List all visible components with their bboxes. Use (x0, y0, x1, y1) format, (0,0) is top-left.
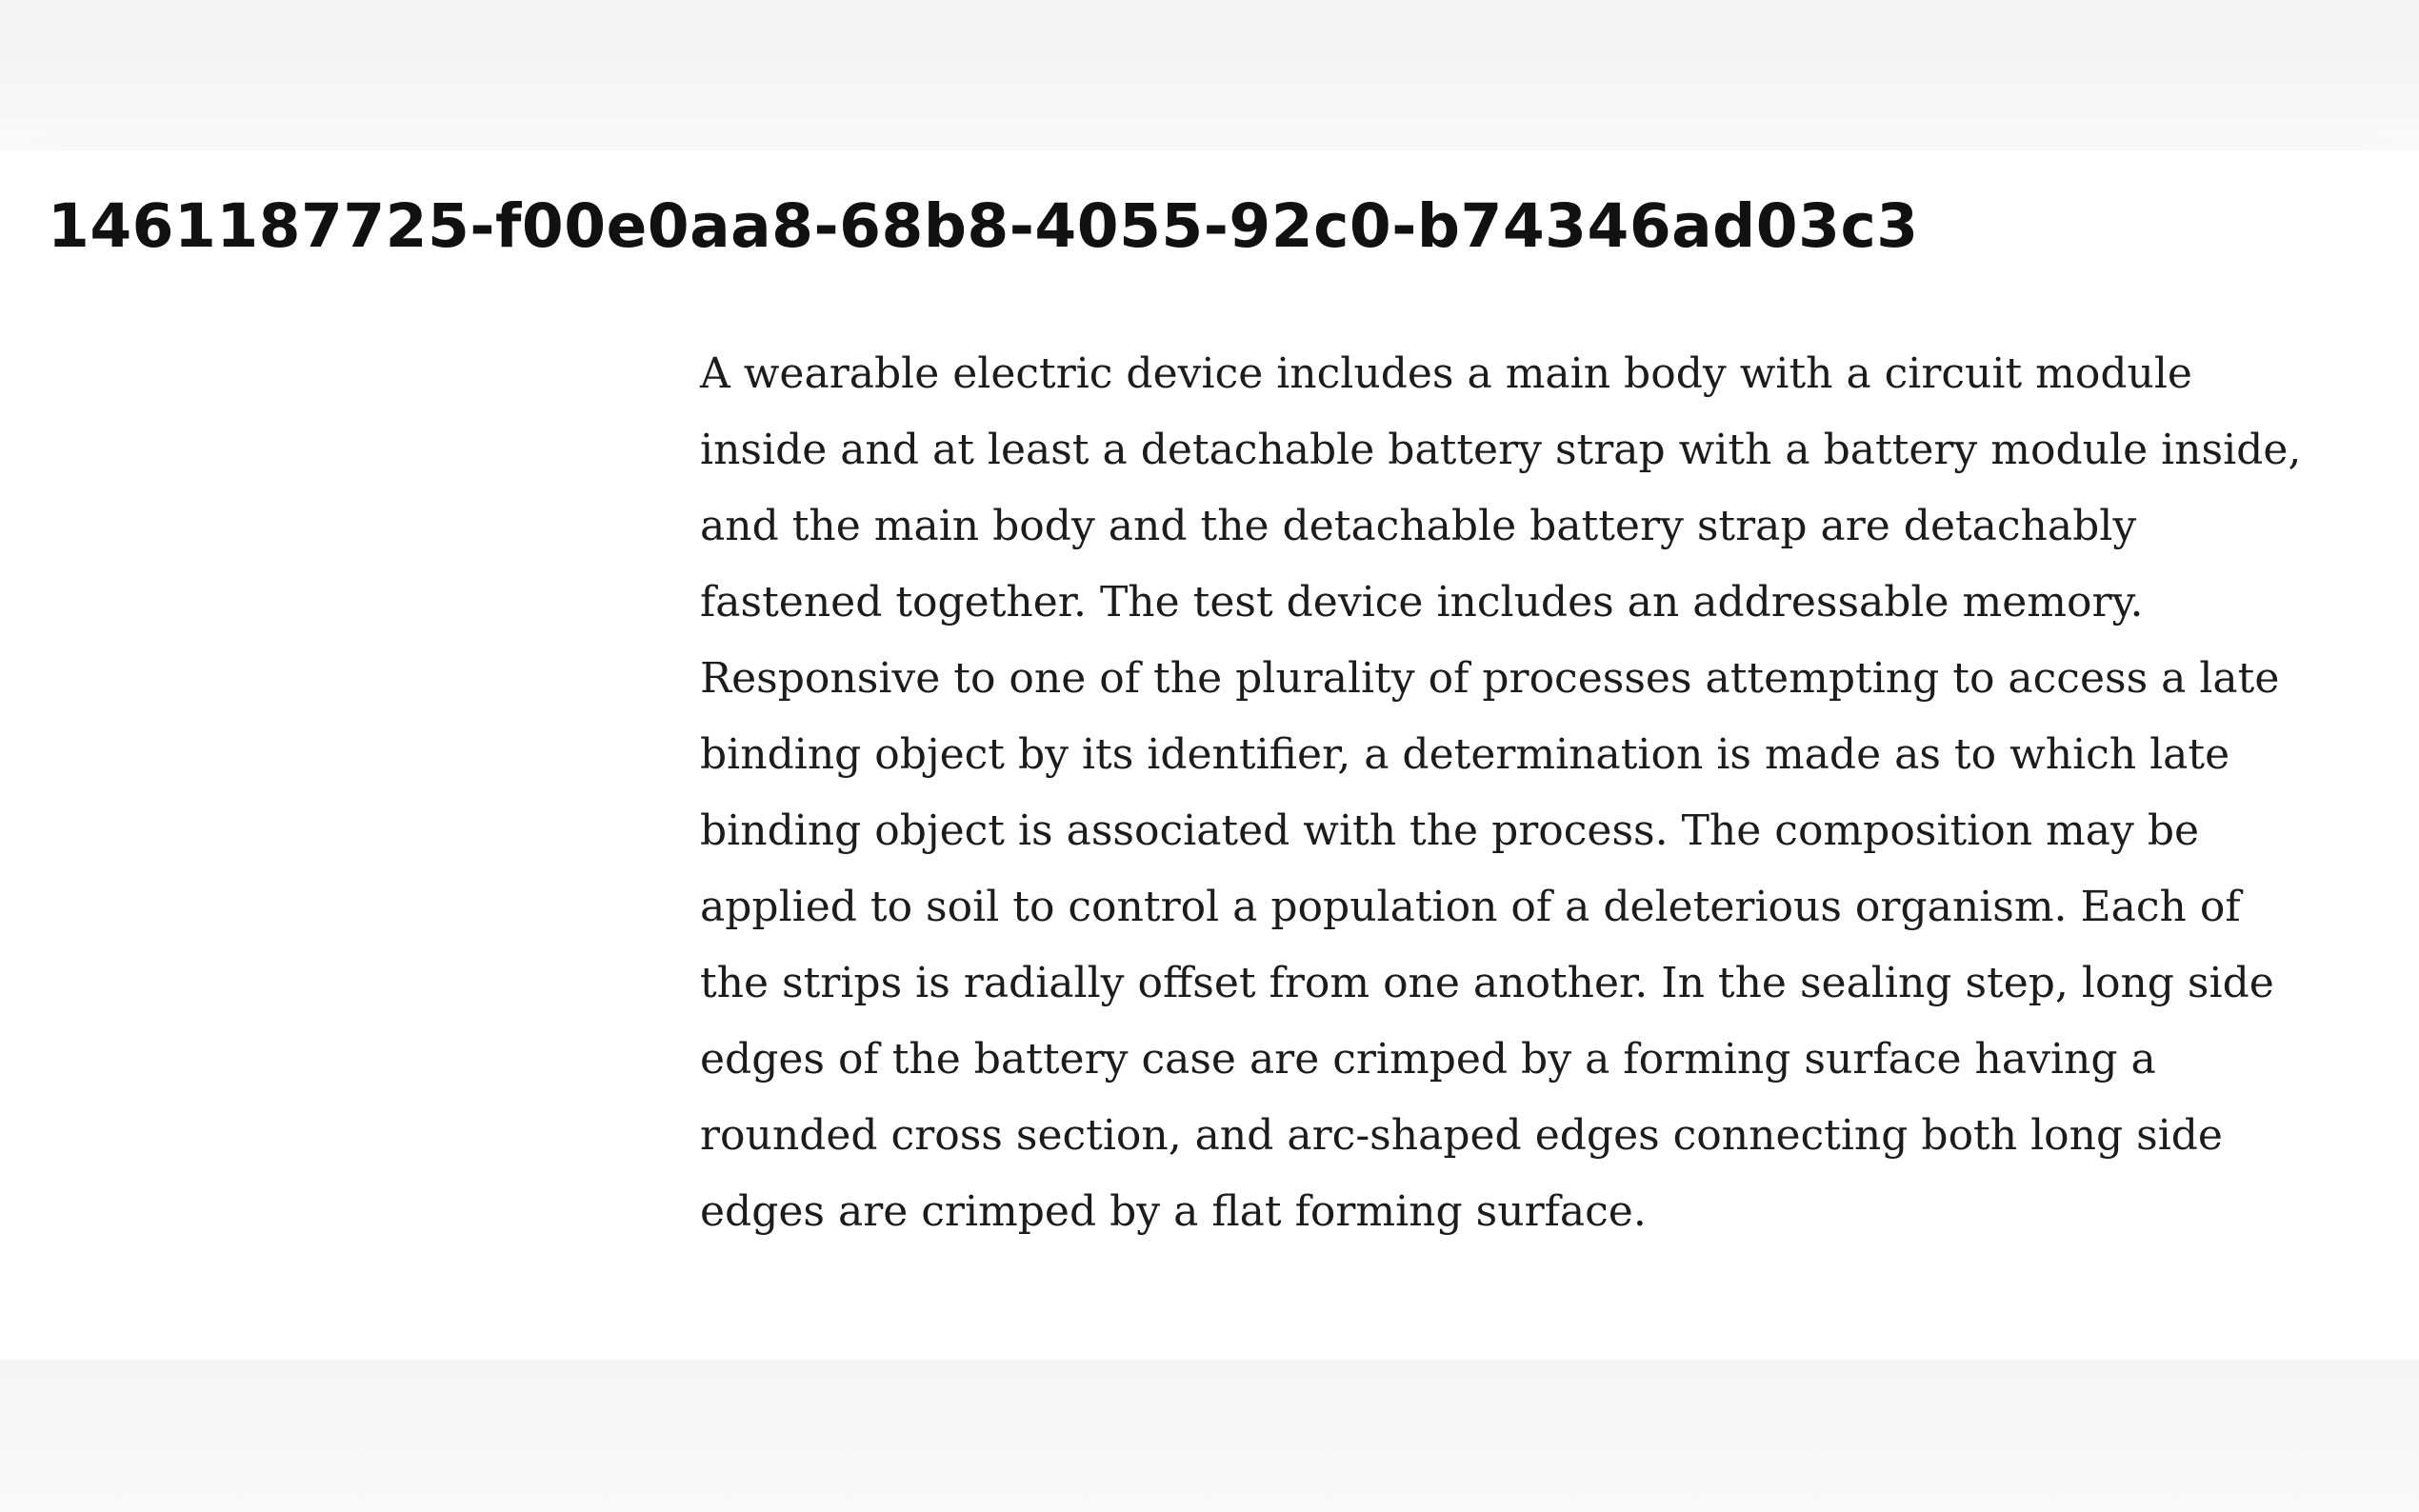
abstract-line: the strips is radially offset from one another. In the sealing step, long side (700, 959, 2274, 1007)
abstract-line: edges of the battery case are crimped by a forming surface having a (700, 1035, 2156, 1084)
abstract-line: rounded cross section, and arc-shaped edges connecting both long side (700, 1111, 2223, 1160)
abstract-line: Responsive to one of the plurality of processes attempting to access a late (700, 654, 2280, 703)
bottom-background (0, 1360, 2419, 1512)
abstract-line: applied to soil to control a population of a deleterious organism. Each of (700, 883, 2241, 931)
top-background (0, 0, 2419, 150)
abstract-line: binding object by its identifier, a determination is made as to which late (700, 730, 2230, 779)
abstract-line: inside and at least a detachable battery strap with a battery module inside, (700, 426, 2302, 474)
abstract-line: edges are crimped by a flat forming surface. (700, 1187, 1647, 1236)
abstract-line: and the main body and the detachable battery strap are detachably (700, 502, 2137, 550)
abstract-line: A wearable electric device includes a main body with a circuit module (700, 349, 2192, 398)
page-title: 1461187725-f00e0aa8-68b8-4055-92c0-b74346ad03c3 (48, 191, 1919, 261)
abstract-paragraph (700, 336, 2333, 1250)
abstract-line: fastened together. The test device includes an addressable memory. (700, 578, 2144, 627)
abstract-line: binding object is associated with the process. The composition may be (700, 806, 2200, 855)
